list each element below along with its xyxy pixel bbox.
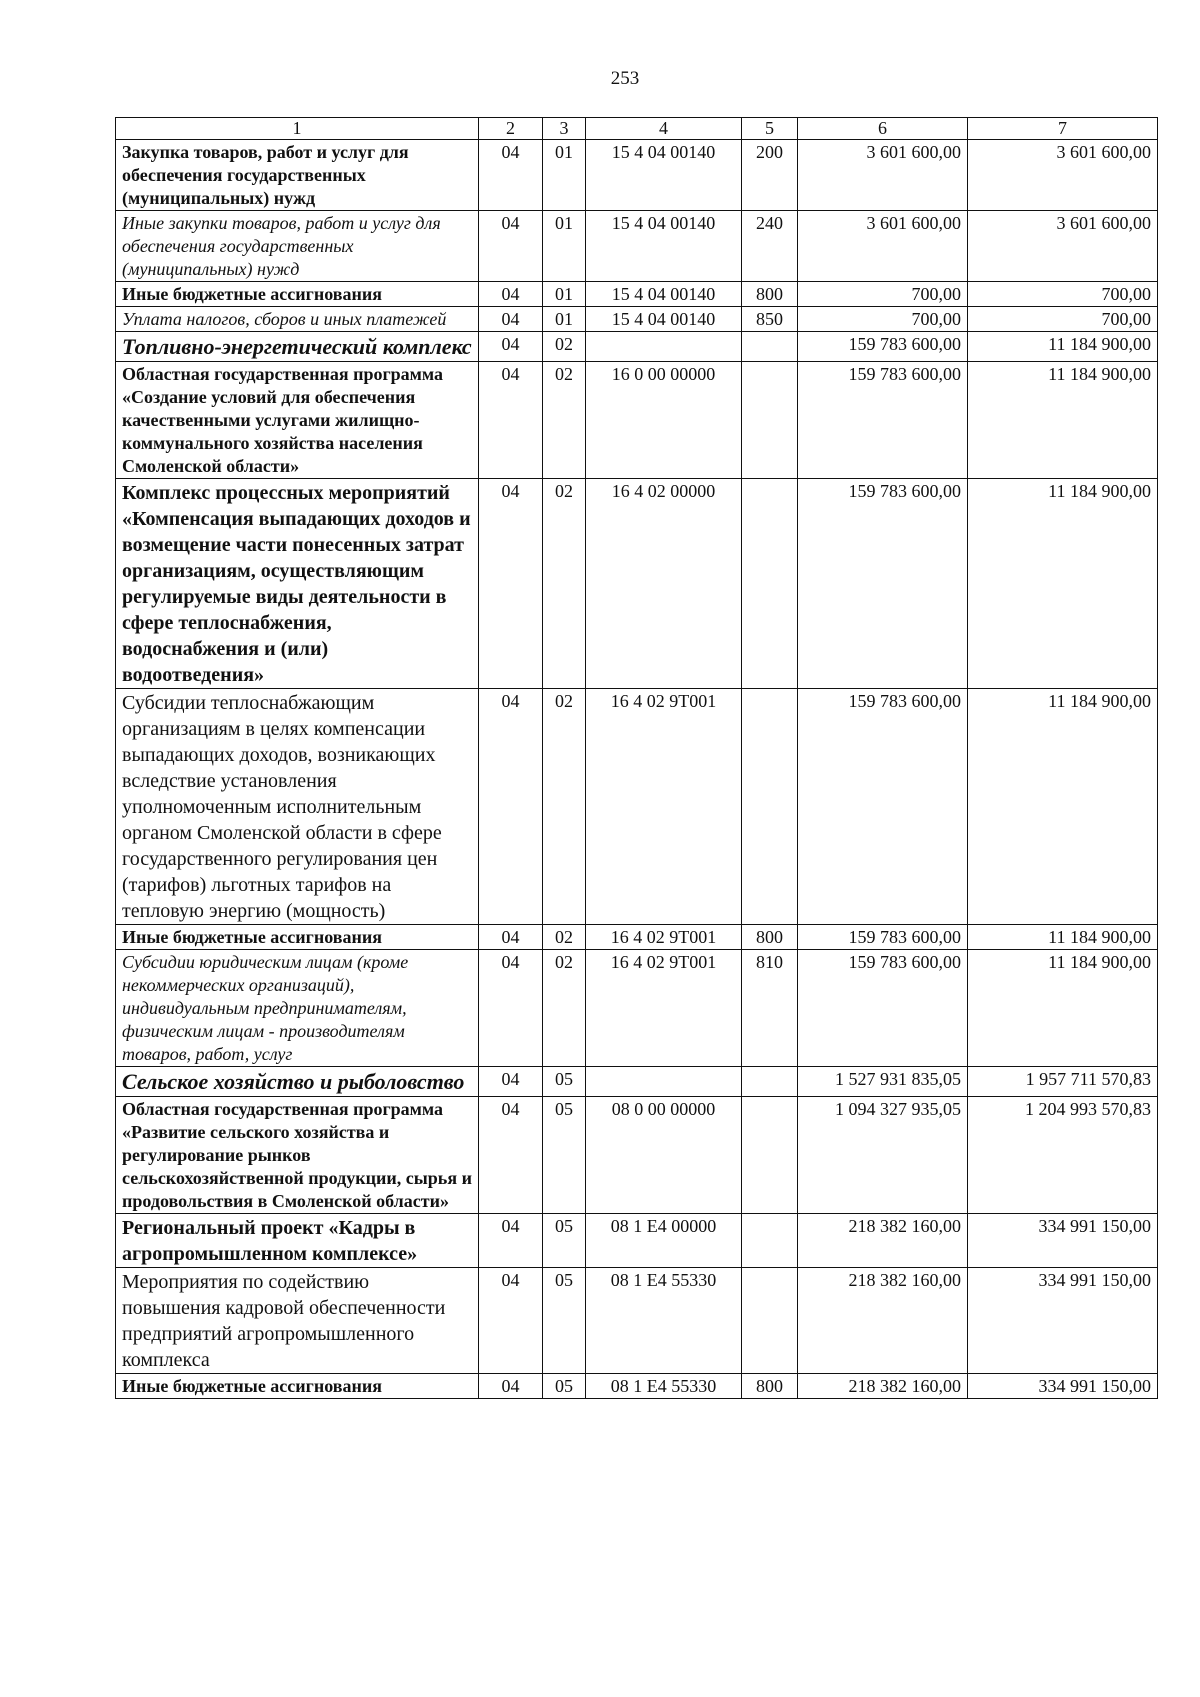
row-subsection-cell: 05 bbox=[543, 1268, 586, 1374]
row-subsection-cell: 01 bbox=[543, 307, 586, 332]
row-amount-year1-cell: 159 783 600,00 bbox=[798, 362, 968, 479]
row-subsection-cell: 05 bbox=[543, 1374, 586, 1399]
row-section-cell: 04 bbox=[479, 925, 543, 950]
row-amount-year2-cell: 11 184 900,00 bbox=[968, 925, 1158, 950]
table-row bbox=[116, 211, 1158, 282]
row-amount-year2-cell: 11 184 900,00 bbox=[968, 689, 1158, 925]
row-amount-year2-cell: 3 601 600,00 bbox=[968, 211, 1158, 282]
row-amount-year1-cell: 159 783 600,00 bbox=[798, 689, 968, 925]
row-name-cell: Топливно-энергетический комплекс bbox=[116, 332, 479, 362]
row-subsection-cell: 02 bbox=[543, 950, 586, 1067]
row-name-cell: Субсидии теплоснабжающим организациям в целях компенсации выпадающих доходов, возникающих вследствие установления уполномоченным исполнительным органом Смоленской области в сфере государственного регулирования цен (тарифов) льготных тарифов на тепловую энергию (мощность) bbox=[116, 689, 479, 925]
row-subsection-cell: 02 bbox=[543, 479, 586, 689]
table-row bbox=[116, 689, 1158, 925]
row-section-cell: 04 bbox=[479, 1214, 543, 1268]
row-name-cell: Областная государственная программа «Создание условий для обеспечения качественными услугами жилищно-коммунального хозяйства населения Смоленской области» bbox=[116, 362, 479, 479]
row-target-article-cell: 16 4 02 9Т001 bbox=[586, 950, 742, 1067]
row-name-cell: Иные бюджетные ассигнования bbox=[116, 925, 479, 950]
table-header-row bbox=[116, 118, 1158, 140]
row-amount-year2-cell: 11 184 900,00 bbox=[968, 479, 1158, 689]
row-section-cell: 04 bbox=[479, 1268, 543, 1374]
row-subsection-cell: 05 bbox=[543, 1067, 586, 1097]
row-subsection-cell: 02 bbox=[543, 332, 586, 362]
row-section-cell: 04 bbox=[479, 950, 543, 1067]
row-amount-year2-cell: 3 601 600,00 bbox=[968, 140, 1158, 211]
row-section-cell: 04 bbox=[479, 1067, 543, 1097]
row-target-article-cell: 08 1 Е4 55330 bbox=[586, 1268, 742, 1374]
row-section-cell: 04 bbox=[479, 1374, 543, 1399]
row-target-article-cell: 16 4 02 9Т001 bbox=[586, 925, 742, 950]
header-col-4: 4 bbox=[586, 118, 742, 140]
row-target-article-cell: 15 4 04 00140 bbox=[586, 307, 742, 332]
row-target-article-cell bbox=[586, 332, 742, 362]
row-section-cell: 04 bbox=[479, 362, 543, 479]
row-amount-year1-cell: 159 783 600,00 bbox=[798, 332, 968, 362]
header-col-7: 7 bbox=[968, 118, 1158, 140]
row-amount-year1-cell: 159 783 600,00 bbox=[798, 479, 968, 689]
row-name-cell: Уплата налогов, сборов и иных платежей bbox=[116, 307, 479, 332]
table-row bbox=[116, 479, 1158, 689]
row-expense-type-cell bbox=[742, 332, 798, 362]
row-amount-year2-cell: 1 204 993 570,83 bbox=[968, 1097, 1158, 1214]
table-row bbox=[116, 1374, 1158, 1399]
row-amount-year1-cell: 700,00 bbox=[798, 307, 968, 332]
row-amount-year1-cell: 159 783 600,00 bbox=[798, 950, 968, 1067]
row-amount-year1-cell: 159 783 600,00 bbox=[798, 925, 968, 950]
row-target-article-cell: 08 1 Е4 00000 bbox=[586, 1214, 742, 1268]
table-row bbox=[116, 1097, 1158, 1214]
row-amount-year2-cell: 1 957 711 570,83 bbox=[968, 1067, 1158, 1097]
row-expense-type-cell: 800 bbox=[742, 1374, 798, 1399]
row-name-cell: Мероприятия по содействию повышения кадровой обеспеченности предприятий агропромышленного комплекса bbox=[116, 1268, 479, 1374]
table-row bbox=[116, 1067, 1158, 1097]
row-expense-type-cell: 240 bbox=[742, 211, 798, 282]
table-row bbox=[116, 140, 1158, 211]
row-amount-year1-cell: 3 601 600,00 bbox=[798, 211, 968, 282]
page-number: 253 bbox=[610, 68, 640, 89]
row-target-article-cell bbox=[586, 1067, 742, 1097]
row-section-cell: 04 bbox=[479, 479, 543, 689]
row-amount-year2-cell: 11 184 900,00 bbox=[968, 362, 1158, 479]
row-expense-type-cell bbox=[742, 1097, 798, 1214]
table-row bbox=[116, 950, 1158, 1067]
row-amount-year1-cell: 1 094 327 935,05 bbox=[798, 1097, 968, 1214]
row-expense-type-cell bbox=[742, 479, 798, 689]
row-section-cell: 04 bbox=[479, 282, 543, 307]
row-subsection-cell: 02 bbox=[543, 689, 586, 925]
row-subsection-cell: 02 bbox=[543, 362, 586, 479]
row-name-cell: Сельское хозяйство и рыболовство bbox=[116, 1067, 479, 1097]
row-amount-year2-cell: 11 184 900,00 bbox=[968, 332, 1158, 362]
row-target-article-cell: 15 4 04 00140 bbox=[586, 140, 742, 211]
row-amount-year1-cell: 218 382 160,00 bbox=[798, 1268, 968, 1374]
row-expense-type-cell bbox=[742, 1214, 798, 1268]
row-section-cell: 04 bbox=[479, 332, 543, 362]
table-row bbox=[116, 362, 1158, 479]
row-amount-year1-cell: 3 601 600,00 bbox=[798, 140, 968, 211]
row-expense-type-cell: 810 bbox=[742, 950, 798, 1067]
row-expense-type-cell bbox=[742, 689, 798, 925]
row-target-article-cell: 15 4 04 00140 bbox=[586, 282, 742, 307]
row-amount-year1-cell: 218 382 160,00 bbox=[798, 1214, 968, 1268]
header-col-5: 5 bbox=[742, 118, 798, 140]
header-col-1: 1 bbox=[116, 118, 479, 140]
row-subsection-cell: 02 bbox=[543, 925, 586, 950]
row-name-cell: Региональный проект «Кадры в агропромышленном комплексе» bbox=[116, 1214, 479, 1268]
row-name-cell: Иные закупки товаров, работ и услуг для обеспечения государственных (муниципальных) нужд bbox=[116, 211, 479, 282]
row-name-cell: Областная государственная программа «Развитие сельского хозяйства и регулирование рынков сельскохозяйственной продукции, сырья и продовольствия в Смоленской области» bbox=[116, 1097, 479, 1214]
row-section-cell: 04 bbox=[479, 307, 543, 332]
row-target-article-cell: 15 4 04 00140 bbox=[586, 211, 742, 282]
row-amount-year2-cell: 11 184 900,00 bbox=[968, 950, 1158, 1067]
row-target-article-cell: 16 0 00 00000 bbox=[586, 362, 742, 479]
row-section-cell: 04 bbox=[479, 689, 543, 925]
row-name-cell: Субсидии юридическим лицам (кроме некоммерческих организаций), индивидуальным предпринимателям, физическим лицам - производителям товаров, работ, услуг bbox=[116, 950, 479, 1067]
row-target-article-cell: 16 4 02 00000 bbox=[586, 479, 742, 689]
row-subsection-cell: 01 bbox=[543, 282, 586, 307]
row-amount-year2-cell: 700,00 bbox=[968, 282, 1158, 307]
row-amount-year2-cell: 334 991 150,00 bbox=[968, 1214, 1158, 1268]
row-subsection-cell: 05 bbox=[543, 1097, 586, 1214]
row-target-article-cell: 08 1 Е4 55330 bbox=[586, 1374, 742, 1399]
row-subsection-cell: 05 bbox=[543, 1214, 586, 1268]
row-amount-year2-cell: 334 991 150,00 bbox=[968, 1268, 1158, 1374]
row-name-cell: Закупка товаров, работ и услуг для обеспечения государственных (муниципальных) нужд bbox=[116, 140, 479, 211]
row-section-cell: 04 bbox=[479, 140, 543, 211]
row-target-article-cell: 08 0 00 00000 bbox=[586, 1097, 742, 1214]
row-amount-year2-cell: 334 991 150,00 bbox=[968, 1374, 1158, 1399]
row-expense-type-cell: 800 bbox=[742, 282, 798, 307]
budget-table bbox=[115, 117, 1158, 1399]
row-section-cell: 04 bbox=[479, 1097, 543, 1214]
row-expense-type-cell: 800 bbox=[742, 925, 798, 950]
row-name-cell: Иные бюджетные ассигнования bbox=[116, 282, 479, 307]
header-col-3: 3 bbox=[543, 118, 586, 140]
table-row bbox=[116, 282, 1158, 307]
table-row bbox=[116, 925, 1158, 950]
row-amount-year1-cell: 1 527 931 835,05 bbox=[798, 1067, 968, 1097]
row-name-cell: Иные бюджетные ассигнования bbox=[116, 1374, 479, 1399]
row-amount-year1-cell: 218 382 160,00 bbox=[798, 1374, 968, 1399]
row-expense-type-cell: 850 bbox=[742, 307, 798, 332]
header-col-6: 6 bbox=[798, 118, 968, 140]
row-subsection-cell: 01 bbox=[543, 140, 586, 211]
row-expense-type-cell bbox=[742, 1268, 798, 1374]
row-target-article-cell: 16 4 02 9Т001 bbox=[586, 689, 742, 925]
row-amount-year1-cell: 700,00 bbox=[798, 282, 968, 307]
row-expense-type-cell: 200 bbox=[742, 140, 798, 211]
table-row bbox=[116, 1268, 1158, 1374]
table-row bbox=[116, 1214, 1158, 1268]
header-col-2: 2 bbox=[479, 118, 543, 140]
table-row bbox=[116, 307, 1158, 332]
row-amount-year2-cell: 700,00 bbox=[968, 307, 1158, 332]
row-expense-type-cell bbox=[742, 362, 798, 479]
row-expense-type-cell bbox=[742, 1067, 798, 1097]
row-name-cell: Комплекс процессных мероприятий «Компенсация выпадающих доходов и возмещение части понесенных затрат организациям, осуществляющим регулируемые виды деятельности в сфере теплоснабжения, водоснабжения и (или) водоотведения» bbox=[116, 479, 479, 689]
table-row bbox=[116, 332, 1158, 362]
row-subsection-cell: 01 bbox=[543, 211, 586, 282]
row-section-cell: 04 bbox=[479, 211, 543, 282]
